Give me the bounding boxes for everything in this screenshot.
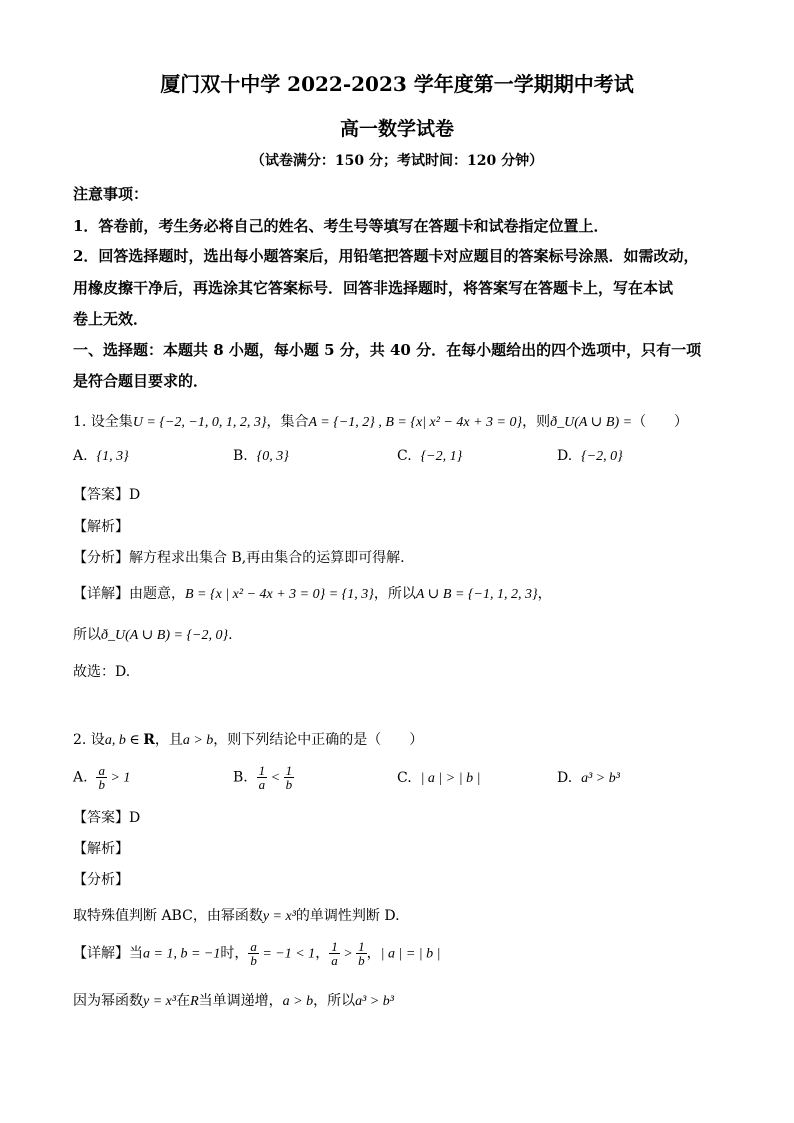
q2-option-c [397, 770, 480, 787]
q2-option-a-fraction [96, 764, 107, 791]
section-1-line-2: 是符合题目要求的． [73, 372, 209, 390]
q2-because-expr: y = x³ [143, 994, 177, 1009]
q2-because-prefix: 因为幂函数 [73, 993, 143, 1009]
q1-option-b-value: {0, 3} [256, 449, 289, 464]
q1-fenxi-tag: 【分析】 [73, 550, 129, 566]
q1-stem-tail: ，则 [522, 414, 551, 430]
q2-detail-frac1-rest: = −1 < 1 [258, 946, 316, 962]
q2-detail-frac1-den: b [250, 953, 257, 968]
q2-option-b-num1: 1 [258, 763, 266, 778]
q2-answer [73, 807, 140, 827]
q2-stem [73, 729, 423, 749]
q1-stem [73, 411, 688, 431]
q1-option-d [557, 448, 623, 465]
q2-detail-fraction-2 [329, 940, 340, 967]
q2-option-b [233, 764, 294, 791]
q1-answer-tag: 【答案】 [73, 487, 129, 503]
q2-option-b-den2: b [285, 777, 293, 792]
notes-item-1: 1．答卷前，考生务必将自己的姓名、考生号等填写在答题卡和试卷指定位置上． [73, 217, 609, 235]
q2-detail-frac3-num: 1 [358, 939, 365, 954]
q1-so-end: . [228, 627, 233, 643]
q2-option-b-fraction-1 [257, 764, 268, 791]
q1-choose: 故选：D. [73, 664, 131, 680]
notes-item-2-line-1: 2．回答选择题时，选出每小题答案后，用铅笔把答题卡对应题目的答案标号涂黑．如需改动， [73, 247, 699, 265]
q1-paren: （ ） [632, 414, 689, 430]
q1-fenxi [73, 547, 405, 567]
q2-detail-frac1-num: a [250, 939, 257, 954]
exam-title: 厦门双十中学 2022-2023 学年度第一学期期中考试 [160, 72, 634, 96]
q1-detail-tag: 【详解】 [73, 586, 129, 602]
q1-option-c-label: C. [397, 448, 412, 464]
q2-because-cond: a > b [282, 994, 314, 1009]
exam-info: （试卷满分：150 分；考试时间：120 分钟） [250, 153, 544, 169]
q1-answer-value: D [129, 487, 141, 503]
q1-option-a-value: {1, 3} [96, 449, 129, 464]
q1-stem-mid: ，集合 [266, 414, 309, 430]
q1-option-a [73, 448, 129, 465]
q2-fenxi-text: 取特殊值判断 ABC，由幂函数 [73, 908, 263, 924]
q2-detail-gt: > [339, 946, 357, 962]
q2-fenxi [73, 905, 400, 925]
q2-detail-frac3-den: b [358, 953, 365, 968]
q2-option-b-den1: a [258, 777, 266, 792]
q1-detail [73, 583, 552, 603]
q1-stem-prefix: 1. 设全集 [73, 414, 133, 430]
q1-sets: A = {−1, 2} , B = {x| x² − 4x + 3 = 0} [308, 415, 523, 430]
notes-item-2-line-2: 用橡皮擦干净后，再选涂其它答案标号．回答非选择题时，将答案写在答题卡上，写在本试 [73, 279, 674, 297]
q1-universe: U = {−2, −1, 0, 1, 2, 3} [132, 415, 267, 430]
q1-detail-union: A ∪ B = {−1, 1, 2, 3} [415, 587, 538, 602]
q1-option-d-value: {−2, 0} [581, 449, 623, 464]
section-1-line-1: 一、选择题：本题共 8 小题，每小题 5 分，共 40 分．在每小题给出的四个选项中，只有一项 [73, 341, 702, 359]
q2-detail-abs: | a | = | b | [380, 946, 441, 962]
q2-stem-vars: a, b ∈ [104, 733, 144, 748]
q1-option-b [233, 448, 289, 465]
q2-option-a-rest: > 1 [106, 770, 131, 786]
q2-detail-prefix: 当 [129, 945, 143, 962]
q2-because-R: R [190, 994, 199, 1009]
q2-detail-fraction-1 [248, 940, 259, 967]
q2-option-a-label: A. [73, 769, 88, 786]
q2-option-d [557, 770, 620, 787]
q2-option-a [73, 764, 130, 791]
q2-fenxi-tag: 【分析】 [73, 872, 129, 888]
q2-detail-tag: 【详解】 [73, 945, 129, 962]
q1-option-c [397, 448, 462, 465]
q2-option-b-fraction-2 [284, 764, 295, 791]
q2-detail [73, 940, 440, 967]
q2-option-a-den: b [98, 777, 105, 792]
q2-because-mid: 在 [176, 993, 191, 1009]
q1-complement: ð_U(A ∪ B) = [550, 415, 633, 430]
q2-stem-cond: a > b [182, 733, 214, 748]
q1-detail-mid: ，所以 [373, 586, 416, 602]
q2-detail-frac2-num: 1 [331, 939, 338, 954]
notes-heading: 注意事项： [73, 185, 149, 203]
q1-fenxi-text: 解方程求出集合 B,再由集合的运算即可得解. [129, 550, 405, 566]
q1-detail-set-b: B = {x | x² − 4x + 3 = 0} = {1, 3} [185, 587, 374, 602]
notes-item-2-line-3: 卷上无效． [73, 310, 149, 328]
q2-detail-fraction-3 [356, 940, 367, 967]
q1-option-c-value: {−2, 1} [420, 449, 463, 464]
q2-stem-prefix: 2. 设 [73, 732, 105, 748]
q2-option-d-value: a³ > b³ [581, 771, 620, 786]
q2-detail-frac2-den: a [331, 953, 338, 968]
q2-option-d-label: D. [557, 770, 573, 786]
q2-analysis-tag: 【解析】 [73, 841, 129, 857]
q2-because [73, 990, 394, 1010]
q2-option-b-op: < [267, 770, 284, 786]
q2-option-b-label: B. [233, 769, 248, 786]
q1-option-b-label: B. [233, 448, 248, 464]
q2-fenxi-tail: 的单调性判断 D. [295, 908, 400, 924]
q2-detail-vals: a = 1, b = −1 [143, 946, 221, 962]
q2-answer-tag: 【答案】 [73, 810, 129, 826]
q1-detail-end: ， [537, 586, 552, 602]
q2-stem-mid: ，且 [154, 732, 183, 748]
q2-because-mid2: 当单调递增， [198, 993, 283, 1009]
q2-because-result: a³ > b³ [355, 994, 394, 1009]
q1-analysis-tag: 【解析】 [73, 519, 129, 535]
q2-answer-value: D [129, 810, 141, 826]
q2-detail-sep-2: ， [366, 945, 381, 962]
q2-stem-tail: ，则下列结论中正确的是（ ） [213, 732, 424, 748]
q1-so [73, 624, 233, 644]
q2-detail-time: 时， [220, 945, 249, 962]
q2-option-c-value: | a | > | b | [420, 771, 481, 786]
q1-so-prefix: 所以 [73, 627, 101, 643]
exam-subtitle: 高一数学试卷 [339, 118, 454, 140]
q1-option-d-label: D. [557, 448, 573, 464]
q2-fenxi-expr: y = x³ [262, 909, 296, 924]
q2-option-a-num: a [98, 763, 105, 778]
q1-answer [73, 484, 140, 504]
q2-detail-sep-1: ， [315, 945, 330, 962]
q2-because-so: ，所以 [313, 993, 356, 1009]
q1-so-expr: ð_U(A ∪ B) = {−2, 0} [101, 628, 229, 643]
q1-detail-prefix: 由题意， [129, 586, 185, 602]
q2-stem-R: R [143, 732, 155, 748]
q2-option-b-num2: 1 [285, 763, 293, 778]
q1-option-a-label: A. [73, 448, 88, 464]
q2-option-c-label: C. [397, 770, 412, 786]
